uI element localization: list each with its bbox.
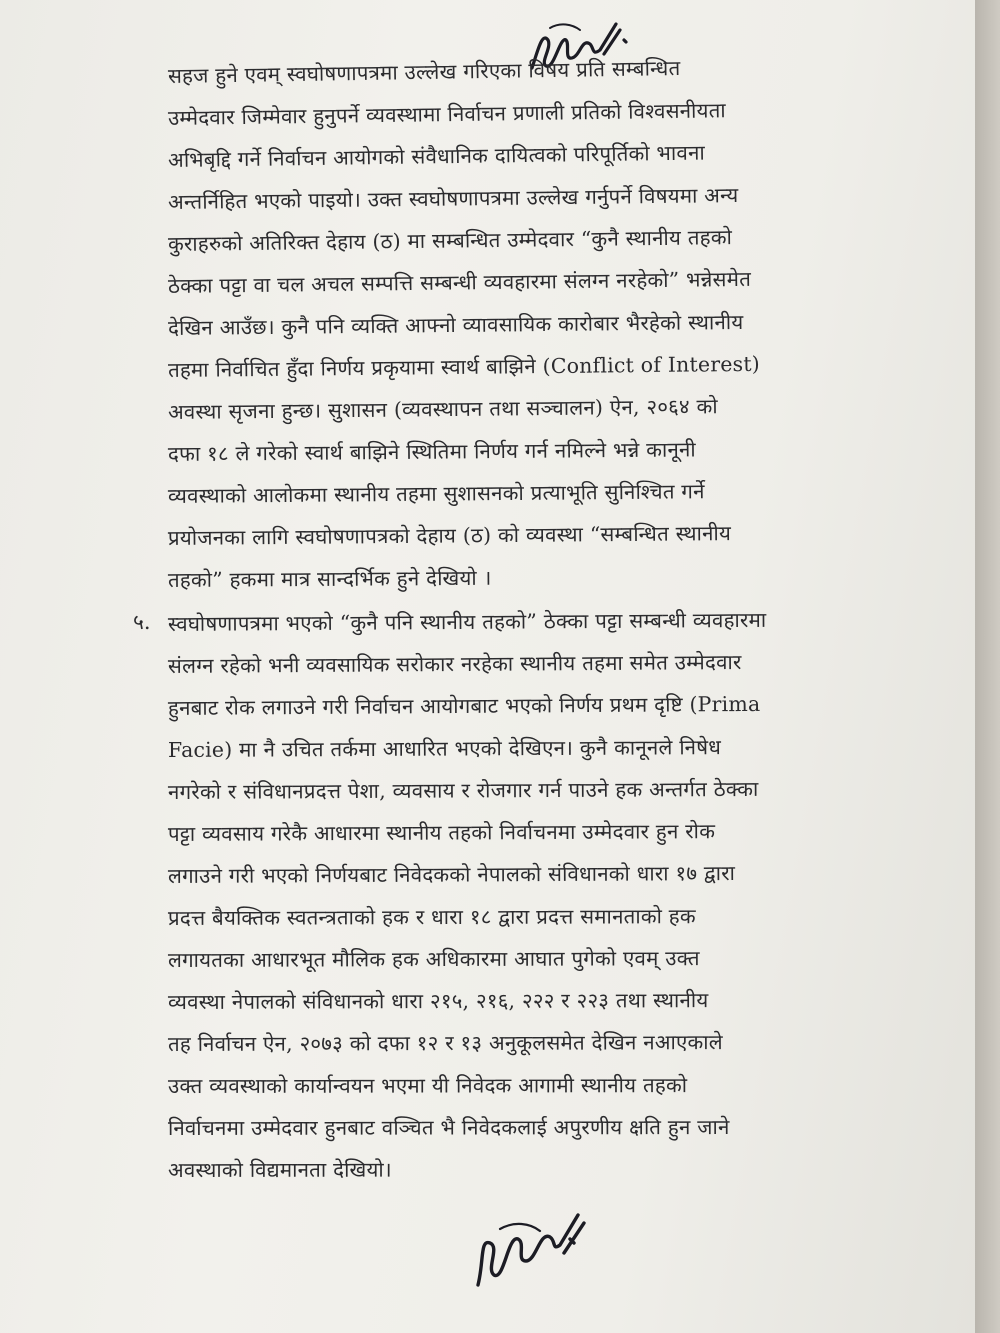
text-line: अन्तर्निहित भएको पाइयो। उक्त स्वघोषणापत्रमा उल्लेख गर्नुपर्ने विषयमा अन्य xyxy=(167,183,739,214)
text-line: Facie) मा नै उचित तर्कमा आधारित भएको देखिएन। कुनै कानूनले निषेध xyxy=(167,735,722,762)
text-line: अवस्थाको विद्यमानता देखियो। xyxy=(167,1157,392,1182)
text-line: दफा १८ ले गरेको स्वार्थ बाझिने स्थितिमा निर्णय गर्न नमिल्ने भन्ने कानूनी xyxy=(167,437,696,466)
text-line: प्रदत्त बैयक्तिक स्वतन्त्रताको हक र धारा १८ द्वारा प्रदत्त समानताको हक xyxy=(167,904,696,930)
text-line: लगायतका आधारभूत मौलिक हक अधिकारमा आघात पुगेको एवम् उक्त xyxy=(167,946,700,972)
text-line: नगरेको र संविधानप्रदत्त पेशा, व्यवसाय र रोजगार गर्न पाउने हक अन्तर्गत ठेक्का xyxy=(167,776,759,804)
item-number: ५. xyxy=(133,610,151,634)
text-line: व्यवस्था नेपालको संविधानको धारा २१५, २१६, २२२ र २२३ तथा स्थानीय xyxy=(167,988,709,1014)
text-line: निर्वाचनमा उम्मेदवार हुनबाट वञ्चित भै निवेदकलाई अपुरणीय क्षति हुन जाने xyxy=(167,1115,730,1140)
text-line: हुनबाट रोक लगाउने गरी निर्वाचन आयोगबाट भएको निर्णय प्रथम दृष्टि (Prima xyxy=(167,691,761,720)
text-line: तह निर्वाचन ऐन, २०७३ को दफा १२ र १३ अनुकूलसमेत देखिन नआएकाले xyxy=(167,1030,723,1056)
text-line: प्रयोजनका लागि स्वघोषणापत्रको देहाय (ठ) को व्यवस्था “सम्बन्धित स्थानीय xyxy=(167,521,732,550)
text-line: देखिन आउँछ। कुनै पनि व्यक्ति आफ्नो व्यावसायिक कारोबार भैरहेको स्थानीय xyxy=(167,309,744,340)
page-edge-shadow xyxy=(975,0,1000,1333)
text-line: अभिबृद्दि गर्ने निर्वाचन आयोगको संवैधानिक दायित्वको परिपूर्तिको भावना xyxy=(167,140,706,172)
text-line: संलग्न रहेको भनी व्यवसायिक सरोकार नरहेका स्थानीय तहमा समेत उम्मेदवार xyxy=(167,649,742,678)
text-line: लगाउने गरी भएको निर्णयबाट निवेदकको नेपालको संविधानको धारा १७ द्वारा xyxy=(167,861,736,888)
text-line: तहको” हकमा मात्र सान्दर्भिक हुने देखियो । xyxy=(167,565,492,592)
text-line: तहमा निर्वाचित हुँदा निर्णय प्रकृयामा स्वार्थ बाझिने (Conflict of Interest) xyxy=(167,351,761,382)
text-line: सहज हुने एवम् स्वघोषणापत्रमा उल्लेख गरिएका विषय प्रति सम्बन्धित xyxy=(167,55,681,88)
text-line: स्वघोषणापत्रमा भएको “कुनै पनि स्थानीय तहको” ठेक्का पट्टा सम्बन्धी व्यवहारमा xyxy=(167,607,767,636)
text-line: अवस्था सृजना हुन्छ। सुशासन (व्यवस्थापन तथा सञ्चालन) ऐन, २०६४ को xyxy=(167,394,718,424)
text-line: व्यवस्थाको आलोकमा स्थानीय तहमा सुशासनको प्रत्याभूति सुनिश्चित गर्ने xyxy=(167,479,705,508)
signature-bottom xyxy=(460,1195,590,1295)
text-line: ठेक्का पट्टा वा चल अचल सम्पत्ति सम्बन्धी व्यवहारमा संलग्न नरहेको” भन्नेसमेत xyxy=(167,266,752,298)
text-line: कुराहरुको अतिरिक्त देहाय (ठ) मा सम्बन्धित उम्मेदवार “कुनै स्थानीय तहको xyxy=(167,225,733,256)
text-line: पट्टा व्यवसाय गरेकै आधारमा स्थानीय तहको निर्वाचनमा उम्मेदवार हुन रोक xyxy=(167,819,716,846)
text-line: उम्मेदवार जिम्मेवार हुनुपर्ने व्यवस्थामा निर्वाचन प्रणाली प्रतिको विश्वसनीयता xyxy=(167,98,727,130)
text-line: उक्त व्यवस्थाको कार्यान्वयन भएमा यी निवेदक आगामी स्थानीय तहको xyxy=(167,1073,688,1098)
